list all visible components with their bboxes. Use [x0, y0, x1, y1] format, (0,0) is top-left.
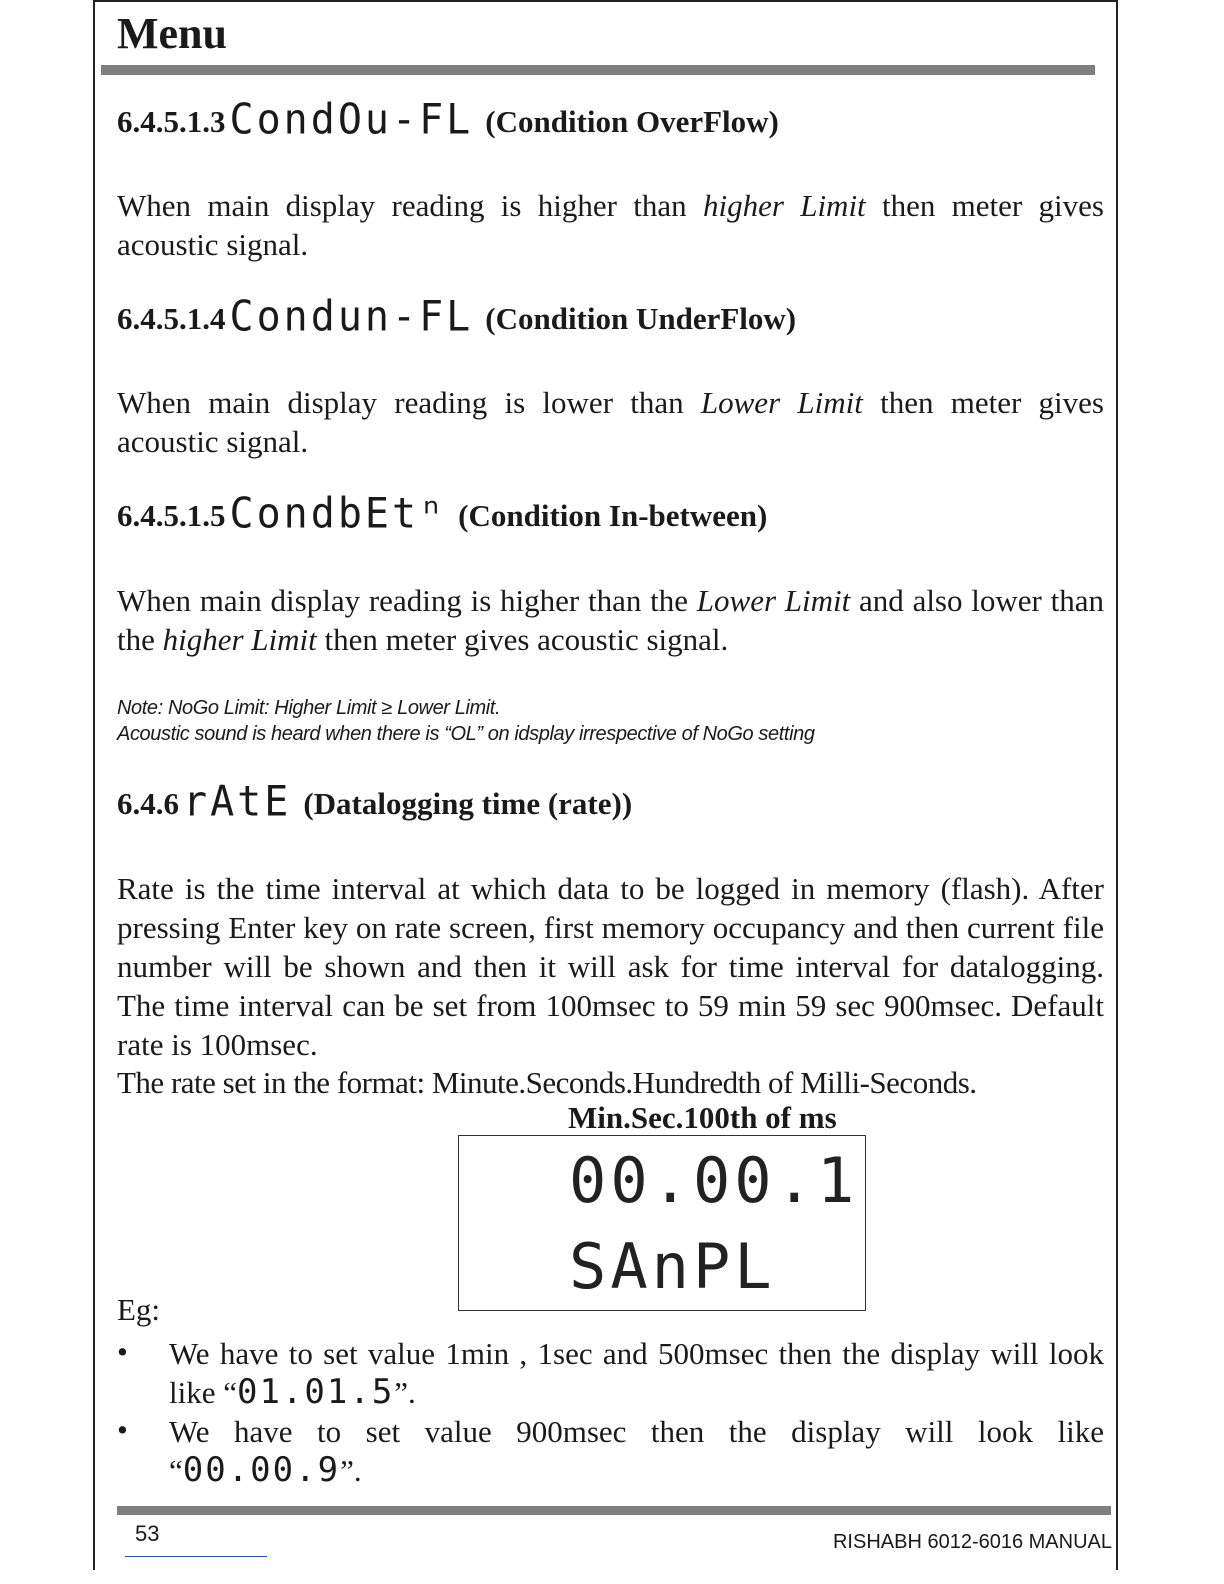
example-item-1 — [169, 1334, 1104, 1412]
section-body-overflow — [117, 186, 1104, 264]
lcd-line-label: SAnPL — [569, 1230, 776, 1303]
rate-body: Rate is the time interval at which data to be logged in memory (flash). After pressing Enter key on rate screen, first memory occupancy and then current file number will be shown and then it will ask for time interval for datalogging. The time interval can be set from 100msec to 59 min 59 sec 900msec. Default rate is 100msec. — [117, 871, 1104, 1062]
section-heading-overflow — [117, 95, 779, 145]
section-number: 6.4.5.1.5 — [117, 498, 226, 533]
example-display-code: 00.00.9 — [182, 1450, 341, 1490]
lcd-line-value: 00.00.1 — [569, 1144, 859, 1217]
note-symbol: ≥ — [381, 697, 392, 719]
display-code: Condun-FL — [229, 292, 474, 342]
header-rule — [101, 65, 1095, 75]
body-text: then meter gives acoustic signal. — [117, 188, 1104, 262]
display-code: CondbEtⁿ — [229, 489, 447, 539]
section-title: (Condition UnderFlow) — [485, 301, 797, 336]
section-heading-rate — [117, 777, 633, 827]
note-line-2: Acoustic sound is heard when there is “OL” on idsplay irrespective of NoGo setting — [117, 723, 815, 745]
footer-rule — [117, 1506, 1111, 1515]
body-text: and also lower than the — [117, 583, 1104, 657]
body-emphasis: Lower Limit — [696, 583, 851, 618]
section-body-underflow — [117, 383, 1104, 461]
page-title: Menu — [117, 9, 227, 58]
bullet-icon: • — [117, 1412, 128, 1447]
body-emphasis: Lower Limit — [700, 385, 863, 420]
body-text: then meter gives acoustic signal. — [316, 622, 729, 657]
section-number: 6.4.6 — [117, 786, 179, 821]
section-number: 6.4.5.1.4 — [117, 301, 226, 336]
rate-format-line: The rate set in the format: Minute.Seconds.Hundredth of Milli-Seconds. — [117, 1065, 977, 1100]
example-text: ”. — [340, 1453, 362, 1488]
body-emphasis: higher Limit — [702, 188, 866, 223]
example-item-2 — [169, 1412, 1104, 1490]
example-text: We have to set value 900msec then the display will look like “ — [169, 1414, 1104, 1488]
section-body-inbetween — [117, 581, 1104, 659]
body-emphasis: higher Limit — [162, 622, 317, 657]
example-display-code: 01.01.5 — [237, 1372, 395, 1412]
example-text: ”. — [394, 1375, 416, 1410]
display-code: CondOu-FL — [229, 95, 474, 145]
body-text: When main display reading is higher than the — [117, 583, 697, 618]
body-text: When main display reading is lower than — [117, 385, 701, 420]
page-number: 53 — [135, 1521, 160, 1546]
body-text: then meter gives acoustic signal. — [117, 385, 1104, 459]
body-text: When main display reading is higher than — [117, 188, 703, 223]
example-text: We have to set value 1min , 1sec and 500msec then the display will look like “ — [169, 1336, 1104, 1410]
lcd-display — [458, 1135, 866, 1311]
note-text: Lower Limit. — [391, 697, 501, 719]
section-heading-underflow — [117, 292, 797, 342]
bullet-icon: • — [117, 1334, 128, 1369]
page-number-underline — [125, 1556, 267, 1557]
section-heading-inbetween — [117, 489, 768, 539]
note-text: Note: NoGo Limit: Higher Limit — [117, 697, 382, 719]
note-line-1 — [117, 695, 500, 722]
section-number: 6.4.5.1.3 — [117, 104, 226, 139]
manual-name: RISHABH 6012-6016 MANUAL — [832, 1531, 1112, 1553]
section-title: (Datalogging time (rate)) — [303, 786, 633, 821]
examples-label: Eg: — [117, 1292, 161, 1327]
lcd-caption: Min.Sec.100th of ms — [568, 1100, 837, 1135]
section-title: (Condition In-between) — [458, 498, 768, 533]
section-title: (Condition OverFlow) — [485, 104, 779, 139]
display-code: rAtE — [183, 777, 292, 827]
